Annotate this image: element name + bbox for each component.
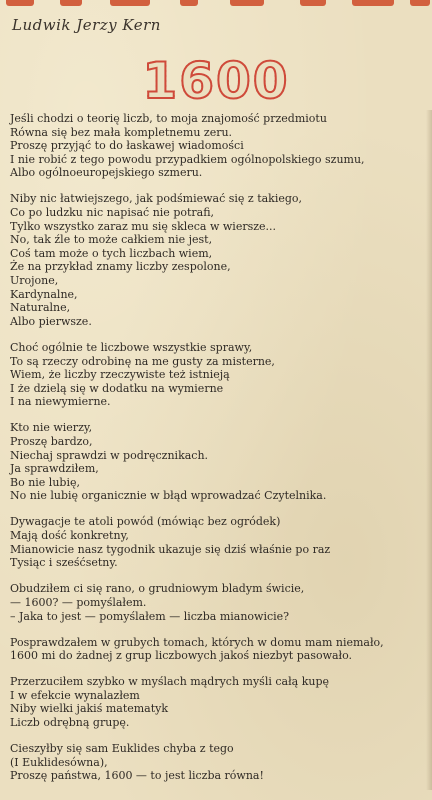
poem-line: Proszę przyjąć to do łaskawej wiadomości (10, 139, 244, 153)
poem-line: Kto nie wierzy, (10, 421, 93, 435)
author-name: Ludwik Jerzy Kern (12, 16, 161, 34)
stanza (10, 421, 430, 503)
title-container (0, 50, 432, 112)
stanza (10, 675, 430, 729)
top-decoration-strip (0, 0, 432, 10)
poem-line: Mają dość konkretny, (10, 529, 129, 543)
page-edge-shadow (426, 110, 432, 790)
poem-line: Ja sprawdziłem, (10, 462, 99, 476)
poem-line: Tylko wszystko zaraz mu się skleca w wiersze... (10, 219, 277, 233)
poem-line: I że dzielą się w dodatku na wymierne (10, 381, 224, 395)
poem-line: Niby wielki jakiś matematyk (10, 702, 169, 716)
poem-line: Naturalne, (10, 301, 71, 315)
poem-line: Przerzuciłem szybko w myślach mądrych myśli całą kupę (10, 675, 329, 689)
stanza (10, 192, 430, 328)
poem-line: To są rzeczy odrobinę na me gusty za misterne, (10, 354, 275, 368)
poem-line: Proszę bardzo, (10, 434, 93, 448)
poem-line: Choć ogólnie te liczbowe wszystkie sprawy, (10, 340, 253, 354)
poem-line: (I Euklidesówna), (10, 755, 108, 769)
stanza (10, 742, 430, 783)
poem-line: Mianowicie nasz tygodnik ukazuje się dziś właśnie po raz (10, 542, 331, 556)
poem-line: I nie robić z tego powodu przypadkiem ogólnopolskiego szumu, (10, 152, 365, 166)
poem-line: No nie lubię organicznie w błąd wprowadzać Czytelnika. (10, 489, 327, 503)
poem-line: Że na przykład znamy liczby zespolone, (10, 260, 231, 274)
poem-line: Jeśli chodzi o teorię liczb, to moja znajomość przedmiotu (10, 112, 327, 125)
poem-line: Niby nic łatwiejszego, jak podśmiewać się z takiego, (10, 192, 303, 206)
stanza (10, 582, 430, 623)
poem-line: Obudziłem ci się rano, o grudniowym bladym świcie, (10, 582, 305, 596)
poem-line: I na niewymierne. (10, 395, 111, 409)
stanza (10, 341, 430, 409)
poem-line: Bo nie lubię, (10, 475, 80, 489)
poem-line: Kardynalne, (10, 287, 78, 301)
poem-line: Liczb odrębną grupę. (10, 716, 130, 730)
poem-title: 1600 (142, 52, 290, 110)
poem-line: I w efekcie wynalazłem (10, 688, 140, 702)
stanza (10, 636, 430, 663)
poem-line: Coś tam może o tych liczbach wiem, (10, 246, 213, 260)
poem-line: Cieszyłby się sam Euklides chyba z tego (10, 742, 234, 756)
poem-line: Albo pierwsze. (10, 314, 92, 328)
poem-line: 1600 mi do żadnej z grup liczbowych jakoś niezbyt pasowało. (10, 649, 353, 663)
stanza (10, 112, 430, 180)
poem-line: Posprawdzałem w grubych tomach, których w domu mam niemało, (10, 635, 384, 649)
poem-line: Dywagacje te atoli powód (mówiąc bez ogródek) (10, 515, 281, 529)
poem-line: Albo ogólnoeuropejskiego szmeru. (10, 166, 203, 180)
poem-line: Niechaj sprawdzi w podręcznikach. (10, 448, 209, 462)
poem-line: Tysiąc i sześćsetny. (10, 556, 118, 570)
poem-line: Wiem, że liczby rzeczywiste też istnieją (10, 368, 230, 382)
poem-line: Równa się bez mała kompletnemu zeru. (10, 125, 233, 139)
poem-line: Proszę państwa, 1600 — to jest liczba równa! (10, 769, 264, 783)
poem-body (10, 112, 430, 795)
poem-line: — 1600? — pomyślałem. (10, 595, 147, 609)
poem-line: – Jaka to jest — pomyślałem — liczba mianowicie? (10, 609, 290, 623)
poem-line: Co po ludzku nic napisać nie potrafi, (10, 206, 215, 220)
poem-line: Urojone, (10, 274, 59, 288)
stanza (10, 515, 430, 569)
poem-line: No, tak źle to może całkiem nie jest, (10, 233, 213, 247)
